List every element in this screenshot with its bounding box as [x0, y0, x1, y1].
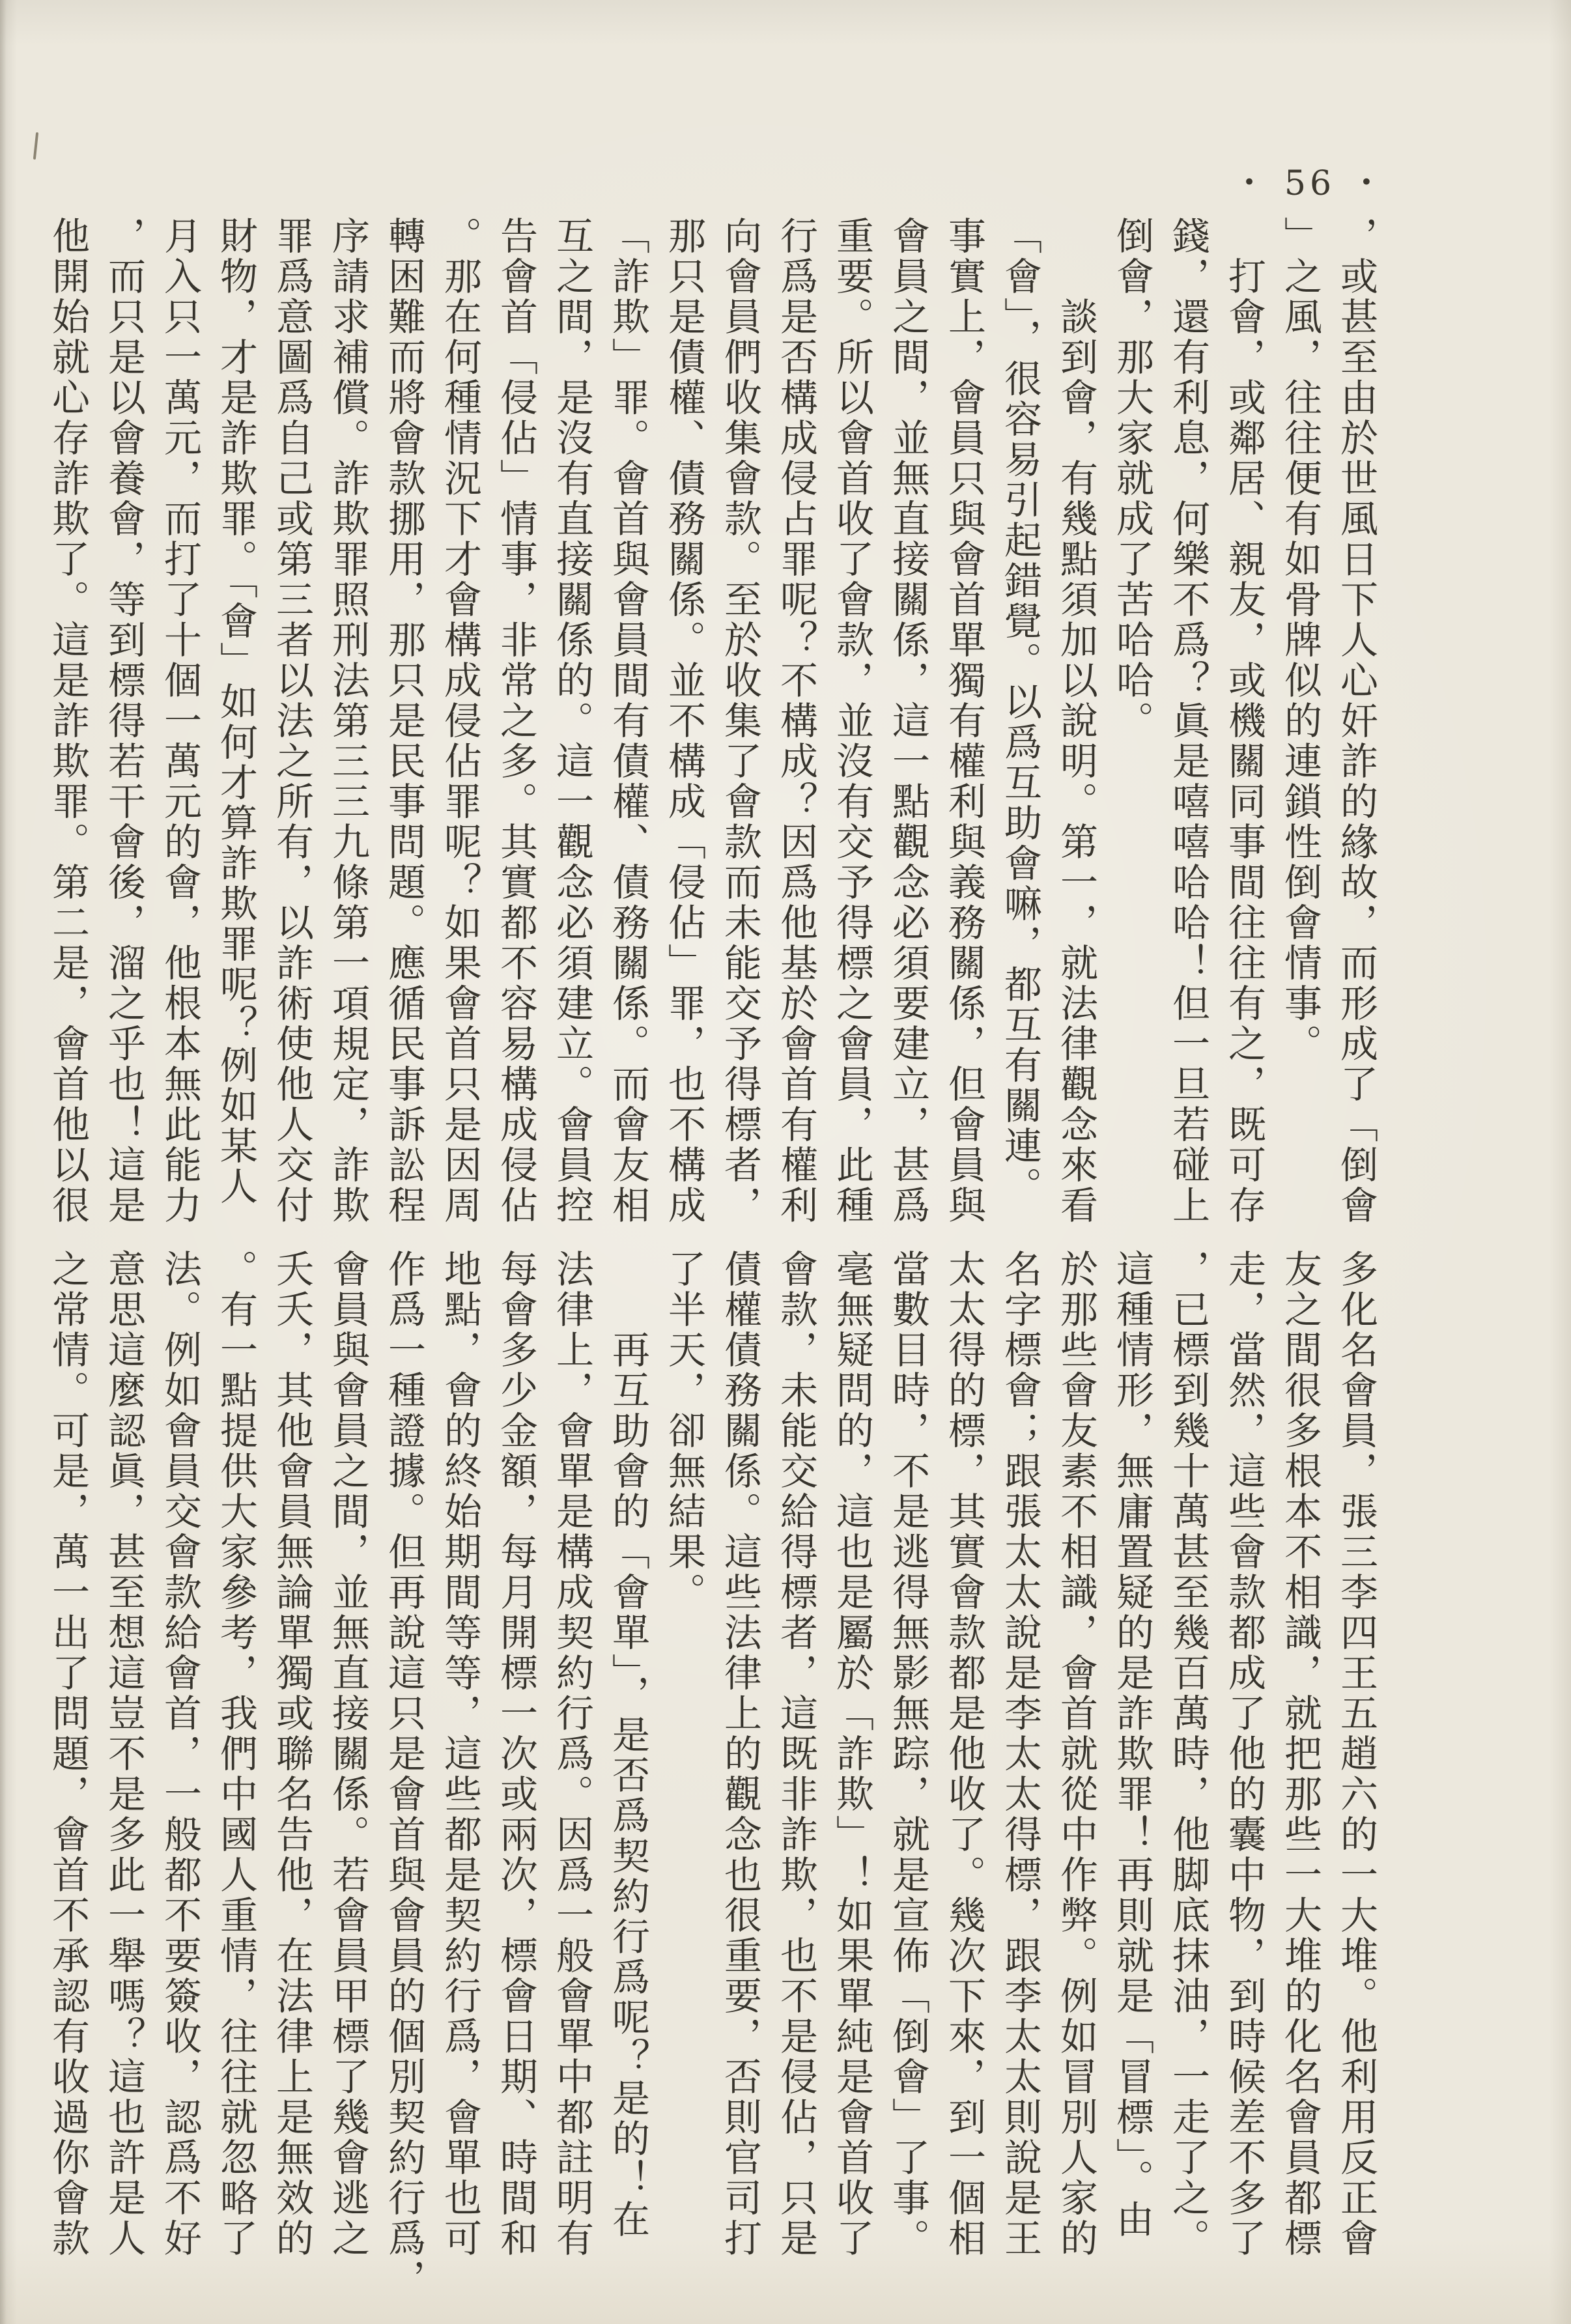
text-column: 夭夭，其他會員無論單獨或聯名告他，在法律上是無效的 [270, 1249, 314, 2259]
text-column: 再互助會的「會單」，是否爲契約行爲呢？是的！在 [606, 1249, 650, 2240]
page-number-dot-left: • [1243, 169, 1256, 195]
text-column: 每會多少金額，每月開標一次或兩次，標會日期、時間和 [494, 1249, 538, 2259]
text-column: 這種情形，無庸置疑的是詐欺罪！再則就是「冒標」。由 [1110, 1249, 1154, 2240]
text-column: 。那在何種情況下才會構成侵佔罪呢？如果會首只是因周 [438, 216, 482, 1226]
text-column: 序請求補償。詐欺罪照刑法第三三九條第一項規定，詐欺 [326, 216, 370, 1226]
text-column: 毫無疑問的，這也是屬於「詐欺」！如果單純是會首收了 [830, 1249, 874, 2259]
text-column: ，或甚至由於世風日下人心奸詐的緣故，而形成了「倒會 [1334, 216, 1378, 1226]
text-column: 會款，未能交給得標者，這既非詐欺，也不是侵佔，只是 [774, 1249, 818, 2259]
text-column: ，而只是以會養會，等到標得若干會後，溜之乎也！這是 [102, 216, 146, 1226]
ink-mark [33, 132, 38, 160]
text-column: 打會，或鄰居、親友，或機關同事間往往有之，既可存 [1222, 216, 1266, 1226]
text-column: 談到會，有幾點須加以說明。第一，就法律觀念來看 [1054, 216, 1098, 1226]
text-column: 事實上，會員只與會首單獨有權利與義務關係，但會員與 [942, 216, 986, 1226]
text-column: 作爲一種證據。但再說這只是會首與會員的個別契約行爲， [382, 1249, 426, 2299]
text-column: 「詐欺」罪。會首與會員間有債權、債務關係。而會友相 [606, 216, 650, 1226]
page-number-value: 56 [1284, 164, 1336, 203]
text-column: 財物，才是詐欺罪。「會」如何才算詐欺罪呢？例如某人 [214, 216, 258, 1207]
text-column: 友之間很多根本不相識，就把那些一大堆的化名會員都標 [1278, 1249, 1322, 2259]
text-column: 法。例如會員交會款給會首，一般都不要簽收，認爲不好 [158, 1249, 202, 2259]
text-column: 告會首「侵佔」情事，非常之多。其實都不容易構成侵佔 [494, 216, 538, 1226]
text-column: 行爲是否構成侵占罪呢？不構成？因爲他基於會首有權利 [774, 216, 818, 1226]
text-column: 。有一點提供大家參考，我們中國人重情，往往就忽略了 [214, 1249, 258, 2259]
text-column: 互之間，是沒有直接關係的。這一觀念必須建立。會員控 [550, 216, 594, 1226]
text-column: 之常情。可是，萬一出了問題，會首不承認有收過你會款 [46, 1249, 90, 2259]
text-column: 名字標會；跟張太太說是李太太得標，跟李太太則說是王 [998, 1249, 1042, 2259]
text-column: 了半天，卻無結果。 [662, 1249, 706, 1613]
text-column: 那只是債權、債務關係。並不構成「侵佔」罪，也不構成 [662, 216, 706, 1226]
text-column: 地點，會的終始期間等等，這些都是契約行爲，會單也可 [438, 1249, 482, 2259]
text-column: 走，當然，這些會款都成了他的囊中物，到時候差不多了 [1222, 1249, 1266, 2259]
text-column: 太太得的標，其實會款都是他收了。幾次下來，到一個相 [942, 1249, 986, 2259]
page-number-dot-right: • [1359, 169, 1373, 195]
text-column: 法律上，會單是構成契約行爲。因爲一般會單中都註明有 [550, 1249, 594, 2259]
text-column: 罪爲意圖爲自己或第三者以法之所有，以詐術使他人交付 [270, 216, 314, 1226]
text-column: 月入只一萬元，而打了十個一萬元的會，他根本無此能力 [158, 216, 202, 1226]
text-column: ，已標到幾十萬甚至幾百萬時，他脚底抹油，一走了之。 [1166, 1249, 1210, 2259]
text-column: 會員與會員之間，並無直接關係。若會員甲標了幾會逃之 [326, 1249, 370, 2259]
text-column: 會員之間，並無直接關係，這一點觀念必須要建立，甚爲 [886, 216, 930, 1226]
page-number [1243, 164, 1373, 203]
text-column: 當數目時，不是逃得無影無踪，就是宣佈「倒會」了事。 [886, 1249, 930, 2259]
text-column: 向會員們收集會款。至於收集了會款而未能交予得標者， [718, 216, 762, 1226]
text-column: 倒會，那大家就成了苦哈哈。 [1110, 216, 1154, 741]
text-column: 重要。所以會首收了會款，並沒有交予得標之會員，此種 [830, 216, 874, 1226]
text-block-bottom [36, 1249, 1384, 2299]
text-column: 意思這麼認眞，甚至想這豈不是多此一舉嗎？這也許是人 [102, 1249, 146, 2259]
text-column: 債權債務關係。這些法律上的觀念也很重要，否則官司打 [718, 1249, 762, 2259]
text-column: 「會」，很容易引起錯覺。以爲互助會嘛，都互有關連。 [998, 216, 1042, 1207]
text-column: 於那些會友素不相識，會首就從中作弊。例如冒別人家的 [1054, 1249, 1098, 2259]
text-column: 錢，還有利息，何樂不爲？眞是嘻嘻哈哈！但一旦若碰上 [1166, 216, 1210, 1226]
text-block-top [36, 216, 1384, 1244]
text-column: 多化名會員，張三李四王五趙六的一大堆。他利用反正會 [1334, 1249, 1378, 2259]
text-column: 他開始就心存詐欺了。這是詐欺罪。第二是，會首他以很 [46, 216, 90, 1226]
text-column: 」之風，往往便有如骨牌似的連鎖性倒會情事。 [1278, 216, 1322, 1064]
text-column: 轉困難而將會款挪用，那只是民事問題。應循民事訴訟程 [382, 216, 426, 1226]
